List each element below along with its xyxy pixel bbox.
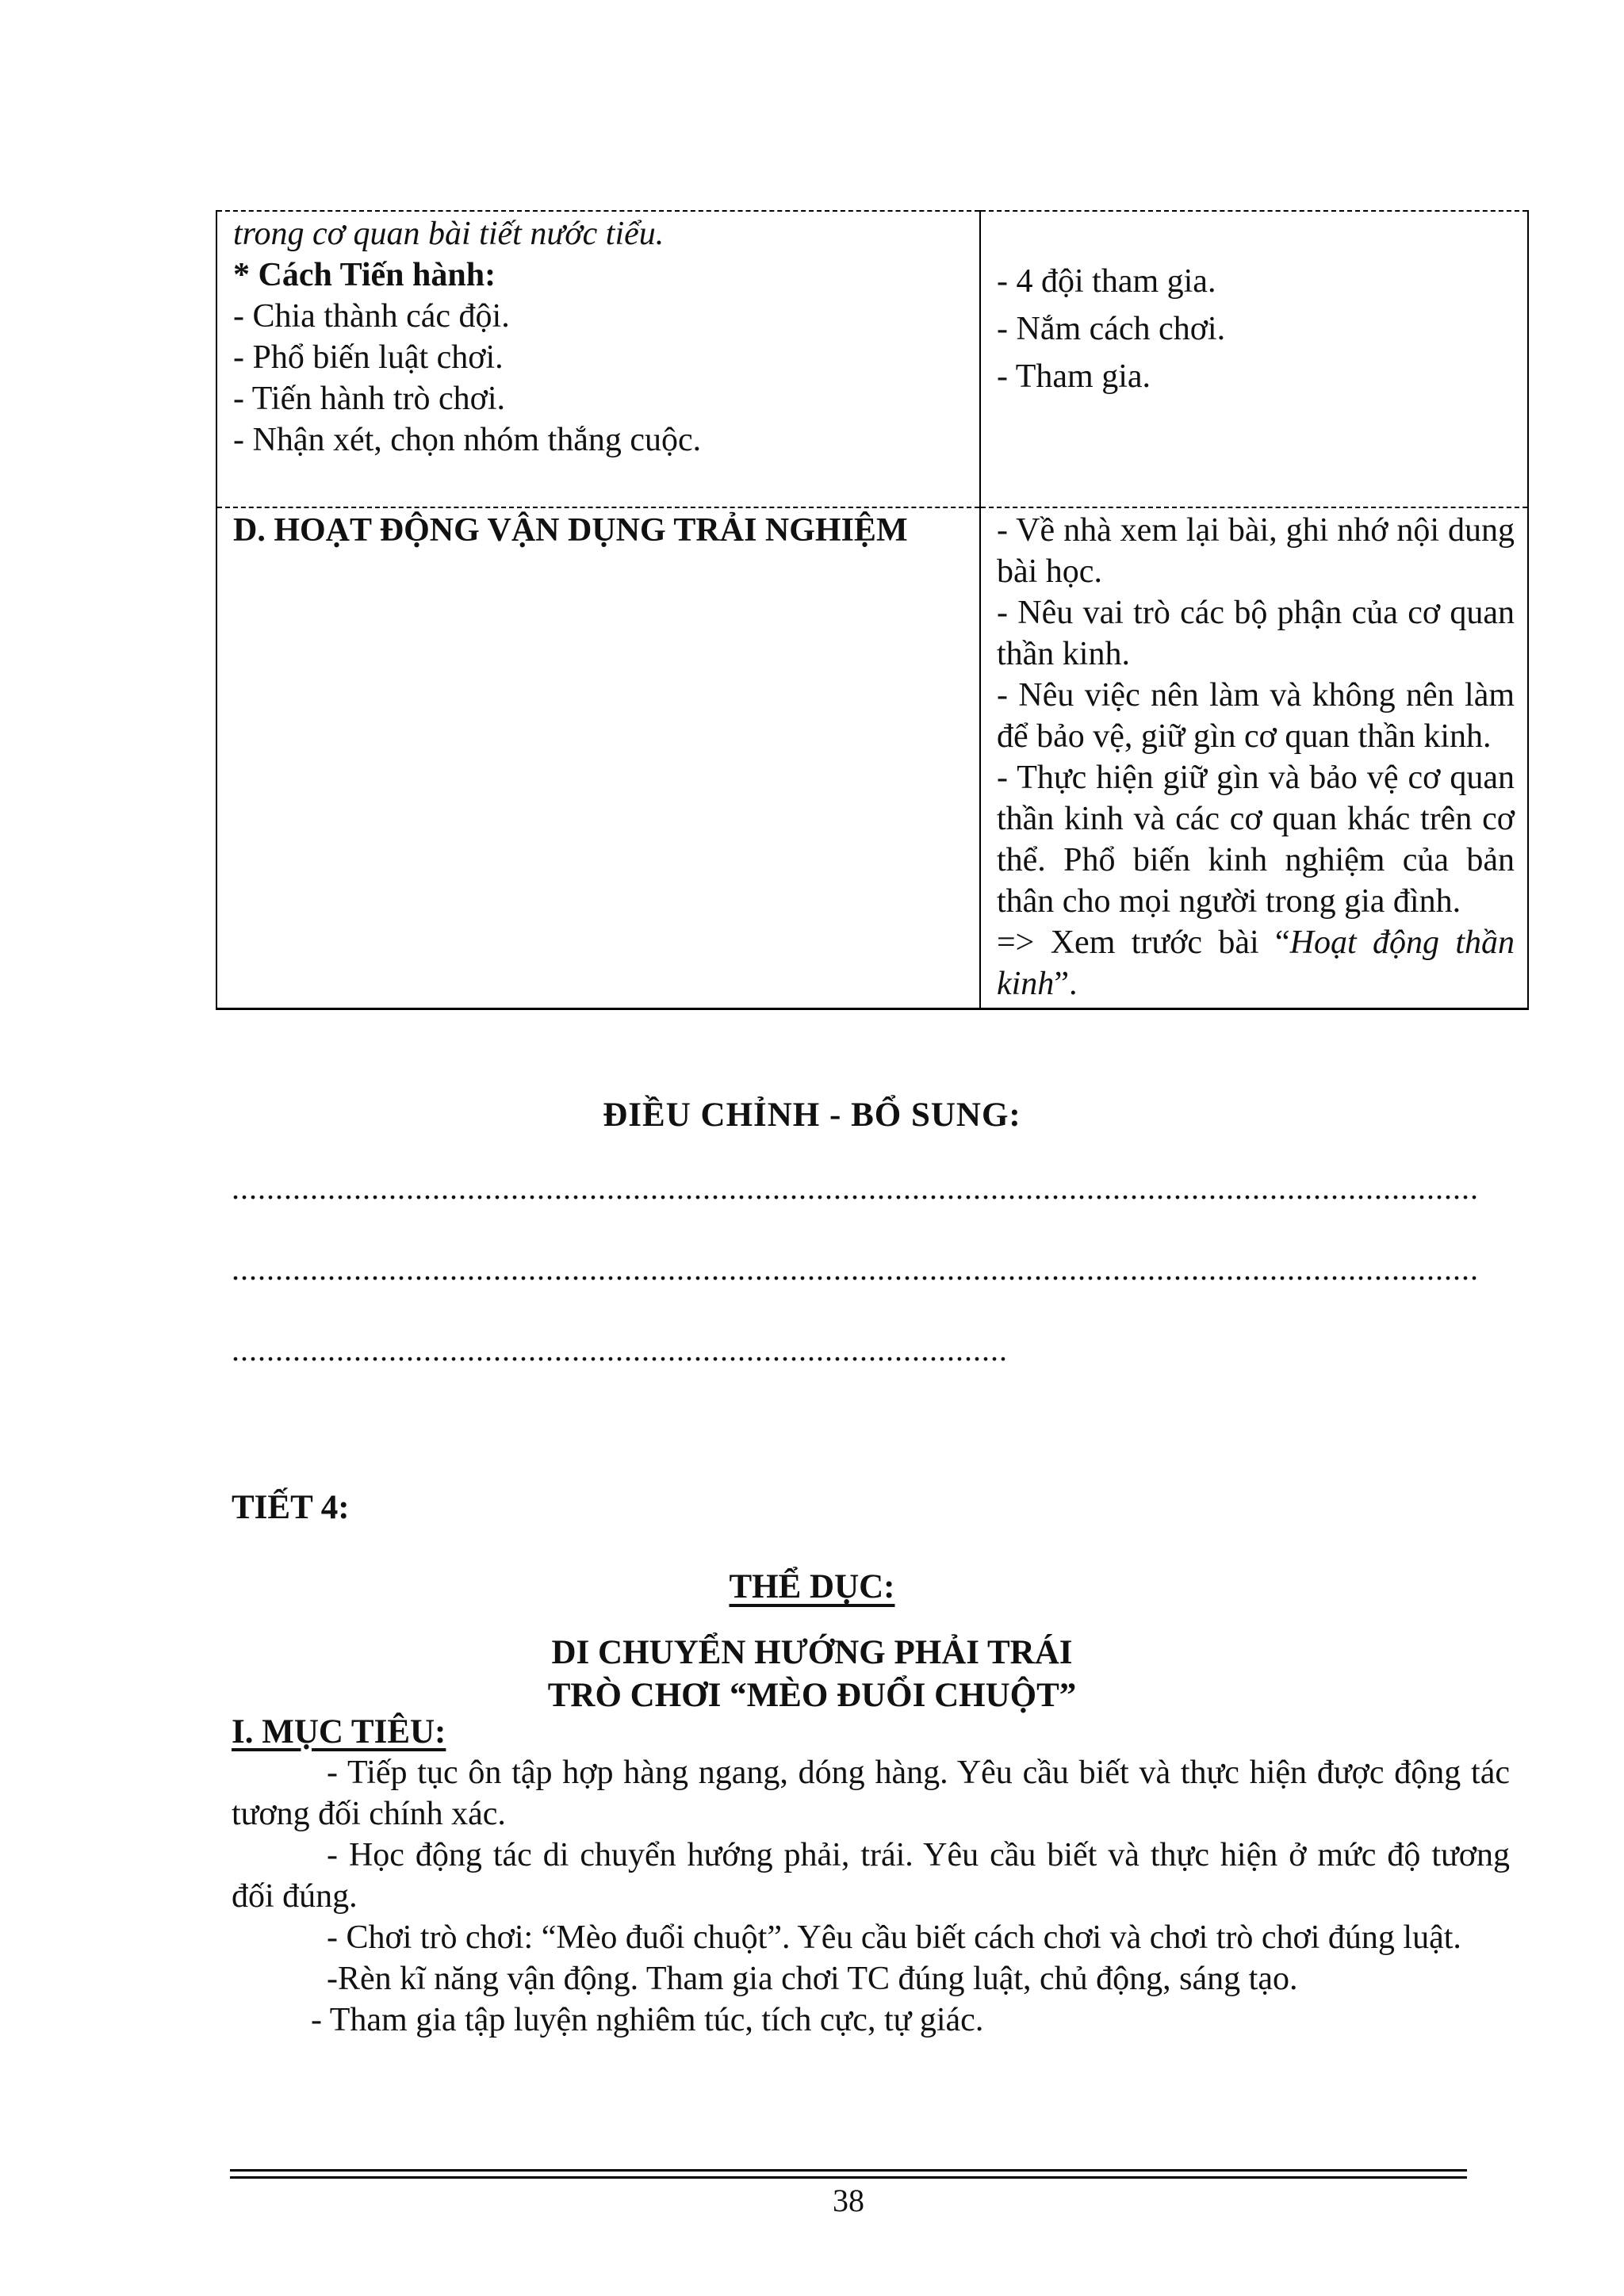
- footer-rule: [230, 2169, 1467, 2172]
- lesson-title-line: TRÒ CHƠI “MÈO ĐUỔI CHUỘT”: [547, 1677, 1077, 1714]
- dotted-line: ...............................................................................................................................................: [232, 1251, 1479, 1287]
- footer-rule: [230, 2176, 1467, 2179]
- objective-item: - Học động tác di chuyển hướng phải, trái. Yêu cầu biết và thực hiện ở mức độ tương đối đúng.: [232, 1837, 1510, 1915]
- student-line: - Tham gia.: [997, 358, 1151, 395]
- student-item: - Nêu vai trò các bộ phận của cơ quan thần kinh.: [997, 595, 1515, 672]
- step-item: - Nhận xét, chọn nhóm thắng cuộc.: [233, 422, 702, 458]
- lesson-plan-table: [216, 210, 1529, 1010]
- teacher-activity-cell: [216, 211, 980, 507]
- student-item: - Về nhà xem lại bài, ghi nhớ nội dung bài học.: [997, 512, 1515, 590]
- lesson-title-line: DI CHUYỂN HƯỚNG PHẢI TRÁI: [551, 1634, 1073, 1671]
- dotted-line: ...............................................................................................................................................: [232, 1170, 1479, 1206]
- objective-item: -Rèn kĩ năng vận động. Tham gia chơi TC đúng luật, chủ động, sáng tạo.: [327, 1961, 1298, 1997]
- preview-prefix: => Xem trước bài “: [997, 924, 1290, 961]
- subject-title-text: THỂ DỤC:: [729, 1568, 895, 1605]
- step-item: - Tiến hành trò chơi.: [233, 381, 506, 417]
- preview-line: [997, 922, 1515, 1004]
- objective-item: - Tham gia tập luyện nghiêm túc, tích cực, tự giác.: [311, 2002, 984, 2038]
- section-d-heading: D. HOẠT ĐỘNG VẬN DỤNG TRẢI NGHIỆM: [233, 512, 908, 549]
- objectives-heading: I. MỤC TIÊU:: [232, 1713, 446, 1751]
- student-activity-cell: [980, 211, 1528, 507]
- student-activity-cell: [980, 507, 1528, 1009]
- teacher-activity-cell: [216, 507, 980, 1009]
- method-heading: * Cách Tiến hành:: [233, 257, 496, 293]
- adjustments-title: ĐIỀU CHỈNH - BỔ SUNG:: [603, 1096, 1021, 1134]
- student-line: - Nắm cách chơi.: [997, 311, 1226, 347]
- step-item: - Phổ biến luật chơi.: [233, 339, 504, 376]
- student-item: - Thực hiện giữ gìn và bảo vệ cơ quan thần kinh và các cơ quan khác trên cơ thể. Phổ biến kinh nghiệm của bản thân cho mọi người trong gia đình.: [997, 760, 1515, 920]
- dotted-line: .........................................................................................: [232, 1332, 1008, 1368]
- preview-title: Hoạt động thần kinh: [997, 924, 1515, 1002]
- lesson-title: [0, 1632, 1624, 1717]
- subject-title: [0, 1567, 1624, 1606]
- intro-text: trong cơ quan bài tiết nước tiểu.: [233, 216, 665, 252]
- step-item: - Chia thành các đội.: [233, 298, 510, 335]
- objectives-list: [232, 1752, 1510, 2041]
- preview-suffix: ”.: [1054, 966, 1078, 1002]
- period-label: TIẾT 4:: [232, 1489, 350, 1526]
- objective-item: - Chơi trò chơi: “Mèo đuổi chuột”. Yêu cầu biết cách chơi và chơi trò chơi đúng luật.: [327, 1919, 1461, 1956]
- table-row: [216, 211, 1528, 507]
- objective-item: - Tiếp tục ôn tập hợp hàng ngang, dóng hàng. Yêu cầu biết và thực hiện được động tác tương đối chính xác.: [232, 1755, 1510, 1832]
- student-line: - 4 đội tham gia.: [997, 263, 1216, 300]
- table-row: [216, 507, 1528, 1009]
- page-number: 38: [833, 2183, 864, 2218]
- student-item: - Nêu việc nên làm và không nên làm để bảo vệ, giữ gìn cơ quan thần kinh.: [997, 677, 1515, 755]
